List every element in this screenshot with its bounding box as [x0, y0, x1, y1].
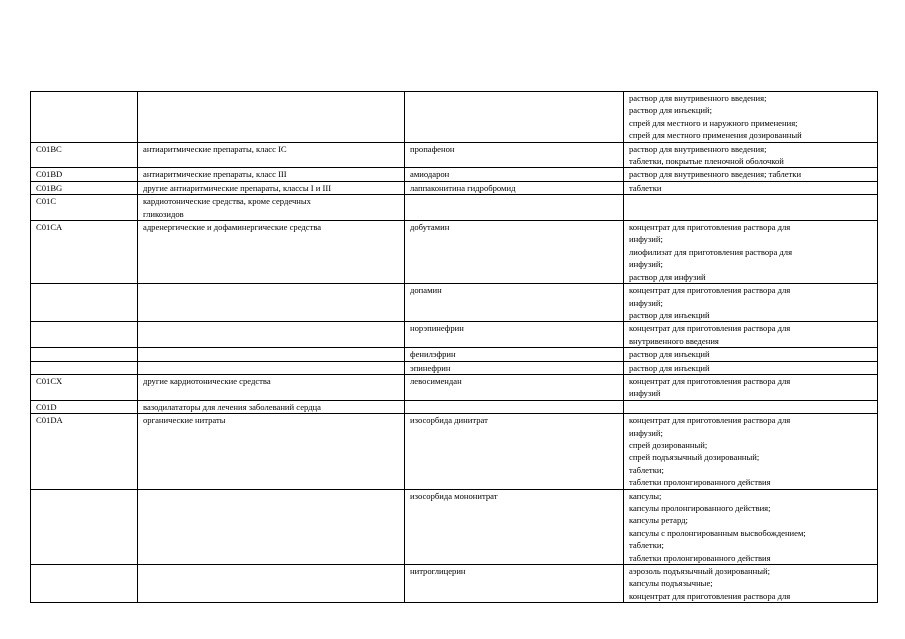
dosage-form-line: раствор для внутривенного введения; — [629, 143, 767, 154]
dosage-forms-cell — [624, 284, 878, 322]
atc-code-cell — [31, 168, 138, 181]
pharmacological-group-line: антиаритмические препараты, класс III — [143, 169, 287, 180]
drug-name-cell — [405, 489, 624, 564]
table-row — [31, 195, 878, 221]
pharmacological-group-cell — [138, 361, 405, 374]
dosage-form-line: раствор для инъекций — [629, 349, 710, 360]
dosage-forms-cell — [624, 168, 878, 181]
dosage-form-line: раствор для инъекций — [629, 362, 710, 373]
atc-code-cell — [31, 565, 138, 603]
dosage-forms-cell — [624, 414, 878, 489]
table-row — [31, 142, 878, 168]
dosage-form-line: концентрат для приготовления раствора для — [629, 415, 791, 426]
atc-code-cell — [31, 322, 138, 348]
table-row — [31, 565, 878, 603]
dosage-forms-cell — [624, 195, 878, 221]
atc-code: C01CX — [36, 375, 63, 386]
pharmacological-group-cell — [138, 414, 405, 489]
atc-code — [36, 92, 133, 104]
atc-code-cell — [31, 374, 138, 400]
pharmacological-group-cell — [138, 400, 405, 413]
empty-cell-filler — [143, 92, 400, 104]
table-row — [31, 348, 878, 361]
dosage-forms-cell — [624, 142, 878, 168]
dosage-form-line: таблетки; — [629, 540, 664, 551]
drug-table — [30, 91, 878, 603]
atc-code-cell — [31, 92, 138, 143]
dosage-forms-cell — [624, 400, 878, 413]
pharmacological-group-line: антиаритмические препараты, класс IC — [143, 143, 287, 154]
drug-name — [410, 92, 619, 104]
atc-code-cell — [31, 489, 138, 564]
drug-name: пропафенон — [410, 143, 455, 154]
empty-cell-filler — [143, 348, 400, 360]
pharmacological-group-line: гликозидов — [143, 208, 184, 219]
dosage-form-line: инфузий — [629, 388, 661, 399]
atc-code: C01DA — [36, 415, 63, 426]
atc-code-cell — [31, 348, 138, 361]
pharmacological-group-line: другие антиаритмические препараты, классы I и III — [143, 182, 332, 193]
pharmacological-group-line: адренергические и дофаминергические средства — [143, 222, 322, 233]
dosage-form-line: раствор для инфузий — [629, 271, 706, 282]
table-row — [31, 92, 878, 143]
dosage-form-line: инфузий; — [629, 259, 663, 270]
drug-name-cell — [405, 195, 624, 221]
atc-code — [36, 284, 133, 296]
atc-code-cell — [31, 142, 138, 168]
pharmacological-group-cell — [138, 142, 405, 168]
pharmacological-group-line: другие кардиотонические средства — [143, 375, 271, 386]
empty-cell-filler — [143, 284, 400, 296]
empty-cell-filler — [629, 195, 873, 207]
dosage-forms-cell — [624, 374, 878, 400]
dosage-form-line: спрей подъязычный дозированный; — [629, 452, 760, 463]
atc-code — [36, 490, 133, 502]
dosage-form-line: лиофилизат для приготовления раствора для — [629, 246, 793, 257]
dosage-form-line: инфузий; — [629, 234, 663, 245]
drug-name-cell — [405, 92, 624, 143]
drug-name-cell — [405, 142, 624, 168]
dosage-forms-cell — [624, 361, 878, 374]
dosage-form-line: концентрат для приготовления раствора для — [629, 590, 791, 601]
dosage-form-line: таблетки; — [629, 464, 664, 475]
pharmacological-group-line: кардиотонические средства, кроме сердечных — [143, 196, 311, 207]
dosage-form-line: аэрозоль подъязычный дозированный; — [629, 566, 770, 577]
dosage-form-line: капсулы с пролонгированным высвобождением; — [629, 527, 806, 538]
empty-cell-filler — [143, 322, 400, 334]
pharmacological-group-cell — [138, 168, 405, 181]
drug-name-cell — [405, 565, 624, 603]
drug-name-cell — [405, 181, 624, 194]
drug-name-cell — [405, 400, 624, 413]
pharmacological-group-cell — [138, 221, 405, 284]
drug-name: добутамин — [410, 222, 450, 233]
drug-name: изосорбида мононитрат — [410, 490, 498, 501]
table-row — [31, 168, 878, 181]
dosage-form-line: капсулы подъязычные; — [629, 578, 713, 589]
pharmacological-group-cell — [138, 322, 405, 348]
drug-name: допамин — [410, 285, 442, 296]
drug-name: фенилэфрин — [410, 349, 456, 360]
dosage-forms-cell — [624, 348, 878, 361]
empty-cell-filler — [143, 490, 400, 502]
empty-cell-filler — [143, 362, 400, 374]
pharmacological-group-line: органические нитраты — [143, 415, 226, 426]
pharmacological-group-line: вазодилататоры для лечения заболеваний сердца — [143, 401, 321, 412]
atc-code-cell — [31, 181, 138, 194]
table-row — [31, 489, 878, 564]
dosage-form-line: таблетки пролонгированного действия — [629, 552, 771, 563]
atc-code-cell — [31, 400, 138, 413]
pharmacological-group-cell — [138, 374, 405, 400]
dosage-forms-cell — [624, 181, 878, 194]
pharmacological-group-cell — [138, 489, 405, 564]
dosage-form-line: инфузий; — [629, 297, 663, 308]
atc-code-cell — [31, 414, 138, 489]
dosage-form-line: капсулы ретард; — [629, 515, 688, 526]
table-row — [31, 400, 878, 413]
pharmacological-group-cell — [138, 565, 405, 603]
drug-name-cell — [405, 168, 624, 181]
drug-name-cell — [405, 414, 624, 489]
dosage-forms-cell — [624, 565, 878, 603]
table-row — [31, 414, 878, 489]
drug-name: норэпинефрин — [410, 323, 464, 334]
drug-name: лаппаконитина гидробромид — [410, 182, 516, 193]
atc-code: C01CA — [36, 222, 63, 233]
drug-name-cell — [405, 361, 624, 374]
dosage-form-line: внутривенного введения — [629, 335, 719, 346]
drug-name: левосимендан — [410, 375, 462, 386]
drug-name-cell — [405, 284, 624, 322]
atc-code: C01C — [36, 196, 57, 207]
pharmacological-group-cell — [138, 348, 405, 361]
pharmacological-group-cell — [138, 284, 405, 322]
pharmacological-group-cell — [138, 181, 405, 194]
atc-code-cell — [31, 195, 138, 221]
table-row — [31, 221, 878, 284]
empty-cell-filler — [629, 401, 873, 413]
atc-code — [36, 348, 133, 360]
atc-code — [36, 362, 133, 374]
pharmacological-group-cell — [138, 92, 405, 143]
drug-name-cell — [405, 374, 624, 400]
table-body — [31, 92, 878, 603]
table-row — [31, 361, 878, 374]
drug-name: амиодарон — [410, 169, 450, 180]
dosage-form-line: капсулы пролонгированного действия; — [629, 503, 771, 513]
pharmacological-group-cell — [138, 195, 405, 221]
table-row — [31, 374, 878, 400]
dosage-form-line: таблетки — [629, 182, 662, 193]
drug-name — [410, 401, 619, 413]
table-row — [31, 322, 878, 348]
drug-name: эпинефрин — [410, 362, 451, 373]
dosage-form-line: спрей дозированный; — [629, 439, 708, 450]
table-row — [31, 284, 878, 322]
atc-code: C01D — [36, 401, 57, 412]
atc-code-cell — [31, 221, 138, 284]
dosage-form-line: концентрат для приготовления раствора для — [629, 285, 791, 296]
atc-code: C01BG — [36, 182, 63, 193]
atc-code-cell — [31, 361, 138, 374]
dosage-form-line: таблетки, покрытые пленочной оболочкой — [629, 156, 784, 167]
drug-name-cell — [405, 348, 624, 361]
dosage-form-line: спрей для местного применения дозированный — [629, 130, 802, 141]
table-row — [31, 181, 878, 194]
atc-code: C01BC — [36, 143, 62, 154]
dosage-forms-cell — [624, 489, 878, 564]
empty-cell-filler — [143, 565, 400, 577]
dosage-form-line: инфузий; — [629, 427, 663, 438]
dosage-form-line: раствор для внутривенного введения; — [629, 93, 767, 103]
dosage-form-line: капсулы; — [629, 490, 662, 501]
dosage-form-line: концентрат для приготовления раствора для — [629, 222, 791, 233]
dosage-forms-cell — [624, 322, 878, 348]
dosage-form-line: раствор для внутривенного введения; таблетки — [629, 169, 802, 180]
drug-name — [410, 195, 619, 207]
dosage-form-line: концентрат для приготовления раствора для — [629, 323, 791, 334]
dosage-forms-cell — [624, 92, 878, 143]
dosage-form-line: раствор для инъекций; — [629, 105, 713, 116]
atc-code — [36, 565, 133, 577]
dosage-form-line: концентрат для приготовления раствора для — [629, 375, 791, 386]
drug-name: изосорбида динитрат — [410, 415, 488, 426]
dosage-form-line: спрей для местного и наружного применения; — [629, 117, 798, 128]
dosage-form-line: таблетки пролонгированного действия — [629, 477, 771, 488]
dosage-forms-cell — [624, 221, 878, 284]
atc-code-cell — [31, 284, 138, 322]
drug-name: нитроглицерин — [410, 566, 466, 577]
drug-name-cell — [405, 221, 624, 284]
drug-name-cell — [405, 322, 624, 348]
dosage-form-line: раствор для инъекций — [629, 309, 710, 320]
atc-code — [36, 322, 133, 334]
atc-code: C01BD — [36, 169, 63, 180]
